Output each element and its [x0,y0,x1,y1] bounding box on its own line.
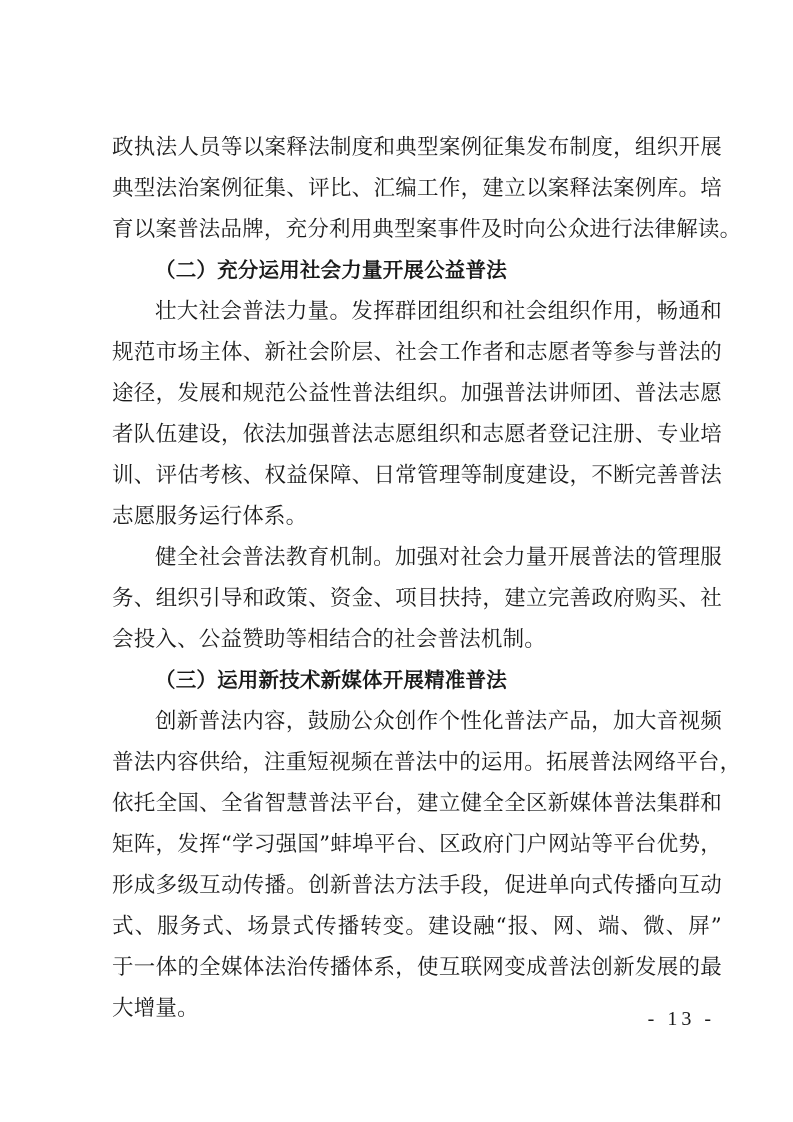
paragraph-line: 务、组织引导和政策、资金、项目扶持，建立完善政府购买、社 [112,586,722,611]
paragraph-line: 矩阵，发挥“学习强国”蚌埠平台、区政府门户网站等平台优势， [112,832,722,857]
paragraph-line: 创新普法内容，鼓励公众创作个性化普法产品，加大音视频 [155,709,722,734]
paragraph-line: 者队伍建设，依法加强普法志愿组织和志愿者登记注册、专业培 [112,422,722,447]
paragraph-line: 于一体的全媒体法治传播体系，使互联网变成普法创新发展的最 [112,955,722,980]
paragraph-line: 式、服务式、场景式传播转变。建设融“报、网、端、微、屏” [112,914,722,939]
paragraph-line: 形成多级互动传播。创新普法方法手段，促进单向式传播向互动 [112,873,722,898]
paragraph-line: 会投入、公益赞助等相结合的社会普法机制。 [112,627,547,652]
page-number: - 13 - [647,1008,715,1030]
paragraph-line: 大增量。 [112,996,199,1021]
paragraph-line: 政执法人员等以案释法制度和典型案例征集发布制度，组织开展 [112,135,722,160]
paragraph-line: 壮大社会普法力量。发挥群团组织和社会组织作用，畅通和 [155,299,722,324]
paragraph-line: 规范市场主体、新社会阶层、社会工作者和志愿者等参与普法的 [112,340,722,365]
paragraph-line: 志愿服务运行体系。 [112,504,308,529]
paragraph-line: 典型法治案例征集、评比、汇编工作，建立以案释法案例库。培 [112,176,722,201]
paragraph-line: 训、评估考核、权益保障、日常管理等制度建设，不断完善普法 [112,463,722,488]
paragraph-line: 育以案普法品牌，充分利用典型案事件及时向公众进行法律解读。 [112,217,742,242]
paragraph-line: 健全社会普法教育机制。加强对社会力量开展普法的管理服 [155,545,722,570]
section-heading: （三）运用新技术新媒体开展精准普法 [155,668,507,692]
section-heading: （二）充分运用社会力量开展公益普法 [155,258,507,282]
body-text [112,127,742,1029]
paragraph-line: 途径，发展和规范公益性普法组织。加强普法讲师团、普法志愿 [112,381,722,406]
paragraph-line: 依托全国、全省智慧普法平台，建立健全全区新媒体普法集群和 [112,791,722,816]
paragraph-line: 普法内容供给，注重短视频在普法中的运用。拓展普法网络平台， [112,750,742,775]
